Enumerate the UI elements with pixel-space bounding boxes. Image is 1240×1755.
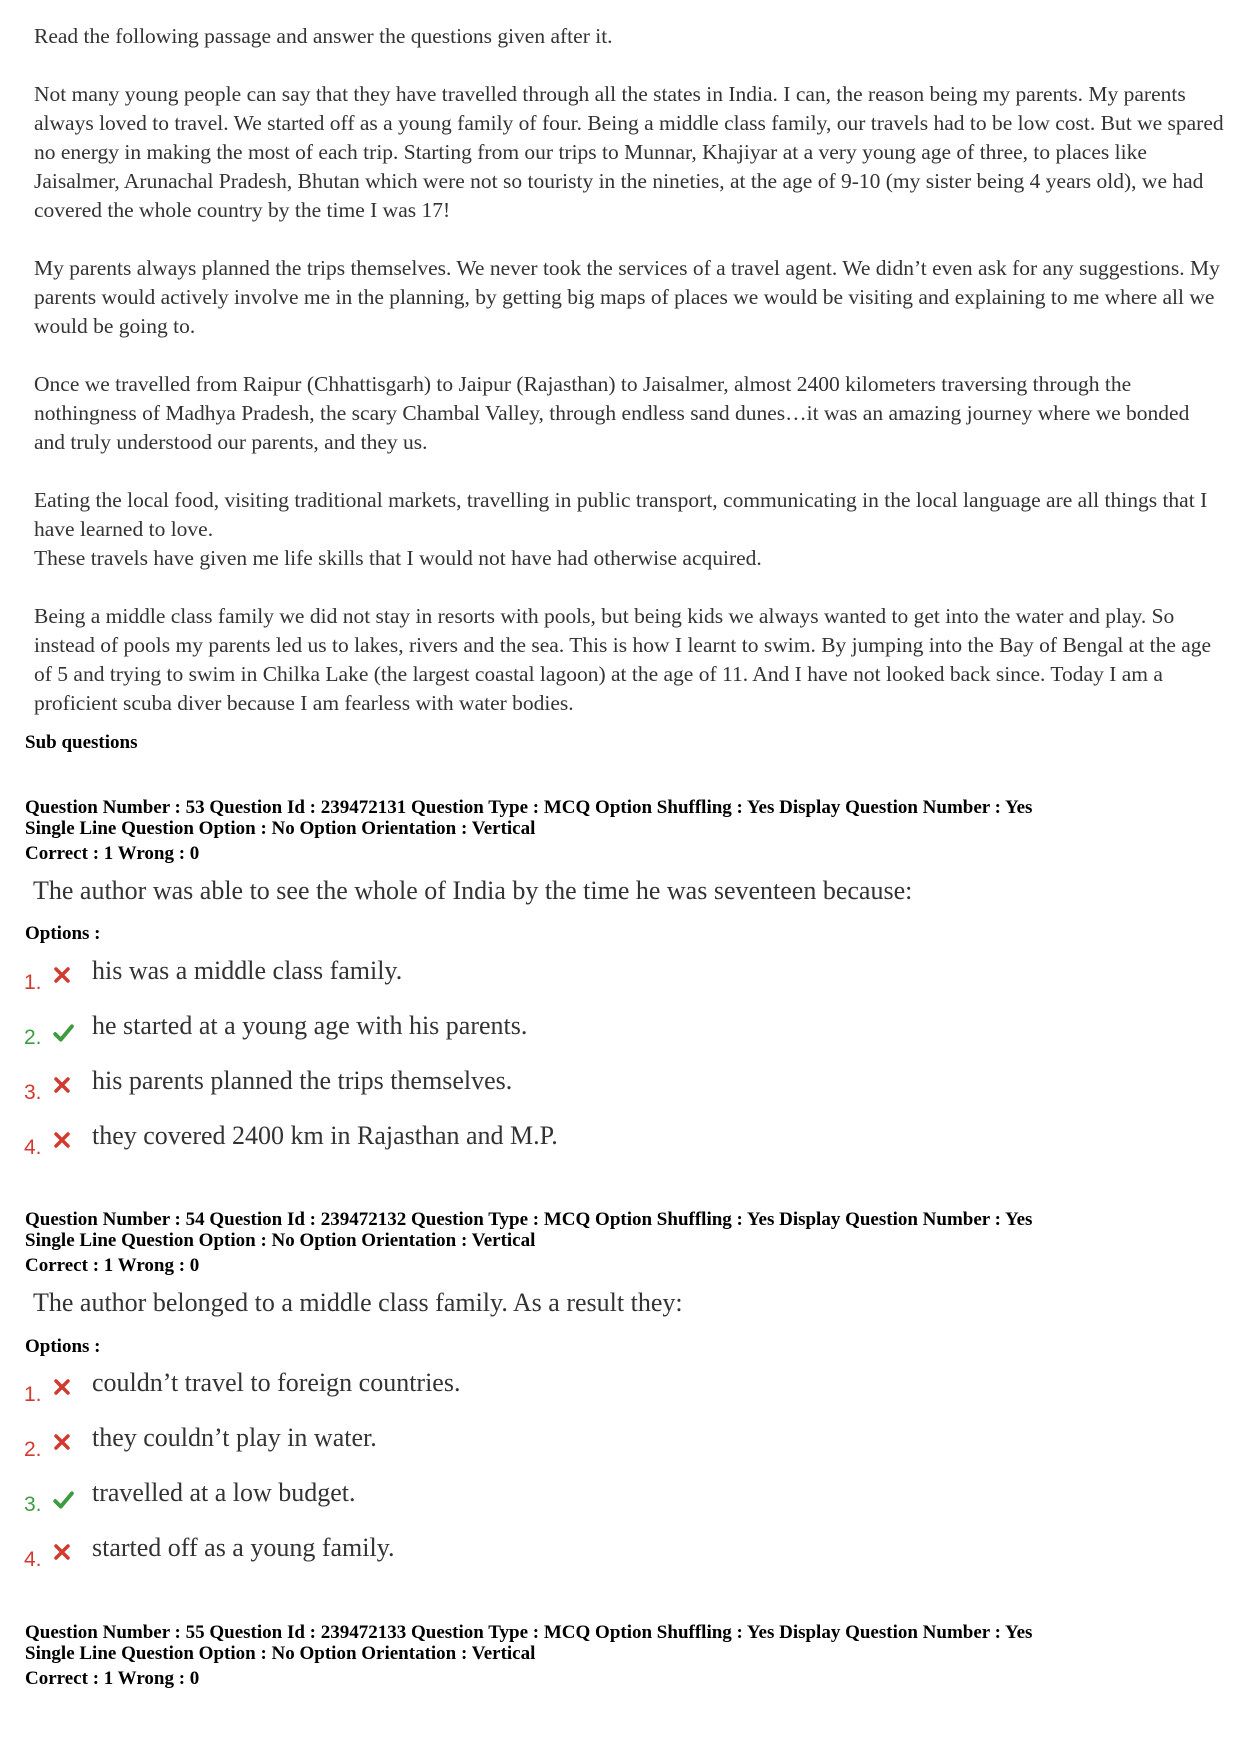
question-53-marks: Correct : 1 Wrong : 0 bbox=[25, 843, 200, 864]
option-number: 2. bbox=[24, 1438, 42, 1461]
option-number: 3. bbox=[24, 1081, 42, 1104]
reading-passage bbox=[34, 22, 1224, 747]
question-54-option-3[interactable] bbox=[24, 1477, 924, 1517]
question-54-option-2[interactable] bbox=[24, 1422, 924, 1462]
option-text: they covered 2400 km in Rajasthan and M.P. bbox=[92, 1121, 558, 1150]
passage-paragraph: Being a middle class family we did not stay in resorts with pools, but being kids we always wanted to get into the water and play. So instead of pools my parents led us to lakes, rivers and the sea. This is how I learnt to swim. By jumping into the Bay of Bengal at the age of 5 and trying to swim in Chilka Lake (the largest coastal lagoon) at the age of 11. And I have not looked back since. Today I am a proficient scuba diver because I am fearless with water bodies. bbox=[34, 604, 1212, 715]
question-54-options-label: Options : bbox=[25, 1336, 101, 1357]
question-53-option-1[interactable] bbox=[24, 955, 924, 995]
question-54-text: The author belonged to a middle class family. As a result they: bbox=[33, 1288, 683, 1317]
option-text: travelled at a low budget. bbox=[92, 1478, 356, 1507]
option-text: started off as a young family. bbox=[92, 1533, 395, 1562]
cross-icon bbox=[53, 1433, 71, 1451]
passage-instruction: Read the following passage and answer the questions given after it. bbox=[34, 24, 613, 48]
sub-questions-heading: Sub questions bbox=[25, 732, 138, 753]
question-54-meta-line1: Question Number : 54 Question Id : 239472132 Question Type : MCQ Option Shuffling : Yes Display Question Number : Yes bbox=[25, 1209, 1033, 1230]
option-text: couldn’t travel to foreign countries. bbox=[92, 1368, 461, 1397]
question-55-marks: Correct : 1 Wrong : 0 bbox=[25, 1668, 200, 1689]
option-number: 4. bbox=[24, 1136, 42, 1159]
question-54-option-1[interactable] bbox=[24, 1367, 924, 1407]
question-53-text: The author was able to see the whole of India by the time he was seventeen because: bbox=[33, 876, 913, 905]
option-number: 4. bbox=[24, 1548, 42, 1571]
option-number: 2. bbox=[24, 1026, 42, 1049]
question-54-option-4[interactable] bbox=[24, 1532, 924, 1572]
question-54-meta-line2: Single Line Question Option : No Option Orientation : Vertical bbox=[25, 1230, 536, 1251]
cross-icon bbox=[53, 1131, 71, 1149]
question-53-option-3[interactable] bbox=[24, 1065, 924, 1105]
passage-paragraph: My parents always planned the trips themselves. We never took the services of a travel agent. We didn’t even ask for any suggestions. My parents would actively involve me in the planning, by getting big maps of places we would be visiting and explaining to me where all we would be going to. bbox=[34, 256, 1220, 338]
question-53-meta-line1: Question Number : 53 Question Id : 239472131 Question Type : MCQ Option Shuffling : Yes Display Question Number : Yes bbox=[25, 797, 1033, 818]
check-icon bbox=[51, 1490, 75, 1510]
passage-paragraph: Once we travelled from Raipur (Chhattisgarh) to Jaipur (Rajasthan) to Jaisalmer, almost 2400 kilometers traversing through the nothingness of Madhya Pradesh, the scary Chambal Valley, through endless sand dunes…it was an amazing journey where we bonded and truly understood our parents, and they us. bbox=[34, 372, 1190, 454]
question-53-option-2[interactable] bbox=[24, 1010, 924, 1050]
option-number: 1. bbox=[24, 971, 42, 994]
option-number: 3. bbox=[24, 1493, 42, 1516]
cross-icon bbox=[53, 1543, 71, 1561]
cross-icon bbox=[53, 1378, 71, 1396]
question-53-meta-line2: Single Line Question Option : No Option Orientation : Vertical bbox=[25, 818, 536, 839]
question-55-meta-line1: Question Number : 55 Question Id : 239472133 Question Type : MCQ Option Shuffling : Yes Display Question Number : Yes bbox=[25, 1622, 1033, 1643]
option-text: they couldn’t play in water. bbox=[92, 1423, 377, 1452]
passage-paragraph: Not many young people can say that they have travelled through all the states in India. I can, the reason being my parents. My parents always loved to travel. We started off as a young family of four. Being a middle class family, our travels had to be low cost. But we spared no energy in making the most of each trip. Starting from our trips to Munnar, Khajiyar at a very young age of three, to places like Jaisalmer, Arunachal Pradesh, Bhutan which were not so touristy in the nineties, at the age of 9-10 (my sister being 4 years old), we had covered the whole country by the time I was 17! bbox=[34, 82, 1224, 222]
check-icon bbox=[51, 1023, 75, 1043]
passage-paragraph: Eating the local food, visiting traditional markets, travelling in public transport, communicating in the local language are all things that I have learned to love. bbox=[34, 488, 1208, 541]
option-text: his was a middle class family. bbox=[92, 956, 403, 985]
option-text: his parents planned the trips themselves. bbox=[92, 1066, 513, 1095]
option-text: he started at a young age with his parents. bbox=[92, 1011, 528, 1040]
passage-paragraph: These travels have given me life skills that I would not have had otherwise acquired. bbox=[34, 546, 762, 570]
question-53-option-4[interactable] bbox=[24, 1120, 924, 1160]
question-53-options-label: Options : bbox=[25, 923, 101, 944]
question-54-marks: Correct : 1 Wrong : 0 bbox=[25, 1255, 200, 1276]
cross-icon bbox=[53, 966, 71, 984]
cross-icon bbox=[53, 1076, 71, 1094]
question-55-meta-line2: Single Line Question Option : No Option Orientation : Vertical bbox=[25, 1643, 536, 1664]
option-number: 1. bbox=[24, 1383, 42, 1406]
